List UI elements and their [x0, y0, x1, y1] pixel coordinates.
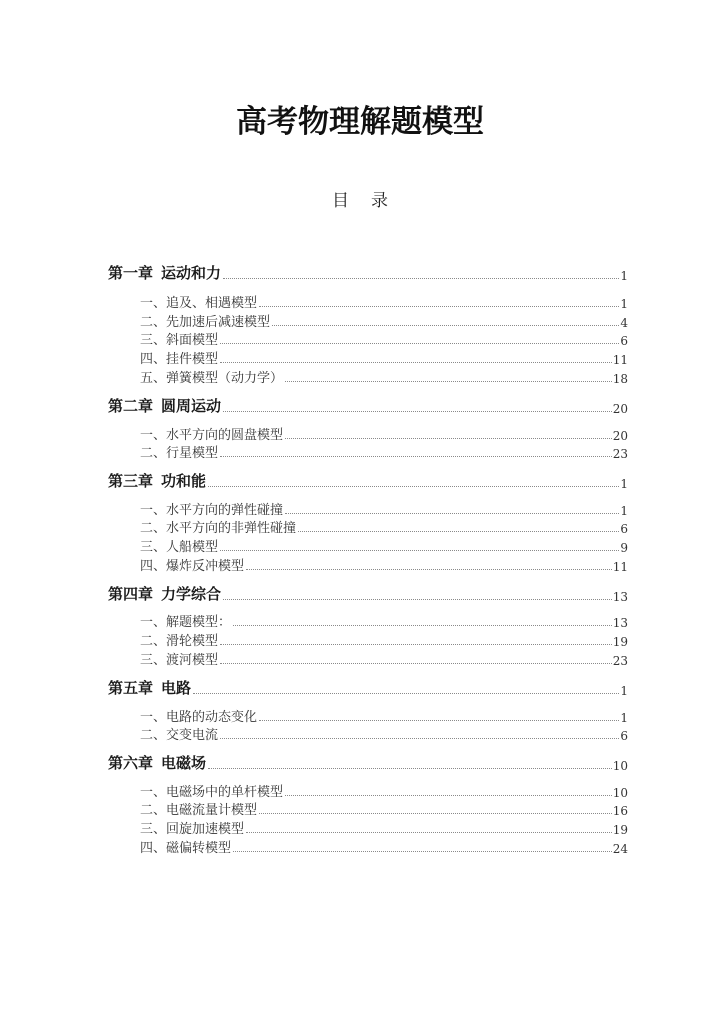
toc-section[interactable] [140, 800, 628, 818]
section-label: 四、挂件模型 [140, 352, 219, 367]
page-number: 1 [620, 269, 628, 283]
page-number: 6 [620, 334, 628, 348]
dot-leader [298, 530, 619, 532]
page-number: 24 [612, 842, 628, 856]
dot-leader [220, 662, 612, 664]
chapter-label: 第四章 力学综合 [108, 585, 222, 603]
chapter-label: 第五章 电路 [108, 679, 192, 697]
section-label: 二、交变电流 [140, 728, 219, 743]
chapter-label: 第二章 圆周运动 [108, 397, 222, 415]
dot-leader [233, 624, 612, 626]
toc-section[interactable] [140, 443, 628, 461]
dot-leader [259, 305, 619, 307]
dot-leader [285, 437, 612, 439]
section-label: 一、水平方向的圆盘模型 [140, 428, 284, 443]
dot-leader [220, 549, 619, 551]
page-number: 1 [620, 297, 628, 311]
page-number: 23 [612, 654, 628, 668]
toc-section[interactable] [140, 349, 628, 367]
dot-leader [208, 767, 612, 769]
section-label: 一、电路的动态变化 [140, 710, 258, 725]
section-label: 一、电磁场中的单杆模型 [140, 785, 284, 800]
toc-section[interactable] [140, 368, 628, 386]
page-number: 10 [612, 759, 628, 773]
toc-section[interactable] [140, 518, 628, 536]
dot-leader [246, 568, 612, 570]
dot-leader [223, 598, 612, 600]
toc-section[interactable] [140, 782, 628, 800]
chapter-label: 第六章 电磁场 [108, 754, 207, 772]
document-title: 高考物理解题模型 [236, 104, 484, 140]
toc-section[interactable] [140, 500, 628, 518]
chapter-label: 第一章 运动和力 [108, 264, 222, 282]
section-label: 二、行星模型 [140, 446, 219, 461]
section-label: 三、斜面模型 [140, 333, 219, 348]
page-number: 23 [612, 447, 628, 461]
dot-leader [272, 324, 619, 326]
section-label: 四、爆炸反冲模型 [140, 559, 245, 574]
chapter-label: 第三章 功和能 [108, 472, 207, 490]
dot-leader [220, 361, 612, 363]
toc-section[interactable] [140, 330, 628, 348]
toc-section[interactable] [140, 707, 628, 725]
page-number: 6 [620, 522, 628, 536]
section-label: 一、追及、相遇模型 [140, 296, 258, 311]
page-number: 6 [620, 729, 628, 743]
page-number: 11 [612, 560, 628, 574]
page-number: 18 [612, 372, 628, 386]
section-label: 二、电磁流量计模型 [140, 803, 258, 818]
toc-section[interactable] [140, 556, 628, 574]
dot-leader [220, 455, 612, 457]
toc-chapter-5[interactable] [108, 678, 628, 698]
toc-heading-char-1: 目 [332, 191, 349, 211]
dot-leader [223, 277, 619, 279]
toc-chapter-4[interactable] [108, 584, 628, 604]
page-number: 16 [612, 804, 628, 818]
page-number: 11 [612, 353, 628, 367]
dot-leader [220, 737, 619, 739]
page-number: 13 [612, 590, 628, 604]
dot-leader [259, 812, 612, 814]
toc-section[interactable] [140, 537, 628, 555]
dot-leader [285, 380, 612, 382]
toc-section[interactable] [140, 425, 628, 443]
section-label: 二、先加速后减速模型 [140, 315, 271, 330]
toc-section[interactable] [140, 650, 628, 668]
page-number: 10 [612, 786, 628, 800]
dot-leader [208, 485, 619, 487]
section-label: 五、弹簧模型（动力学） [140, 371, 284, 386]
page-number: 19 [612, 635, 628, 649]
dot-leader [285, 512, 619, 514]
dot-leader [259, 719, 619, 721]
toc-section[interactable] [140, 838, 628, 856]
dot-leader [285, 794, 612, 796]
section-label: 二、水平方向的非弹性碰撞 [140, 521, 297, 536]
toc-chapter-1[interactable] [108, 263, 628, 283]
dot-leader [246, 831, 612, 833]
page-number: 1 [620, 711, 628, 725]
section-label: 三、回旋加速模型 [140, 822, 245, 837]
section-label: 二、滑轮模型 [140, 634, 219, 649]
page-number: 20 [612, 402, 628, 416]
toc-section[interactable] [140, 312, 628, 330]
dot-leader [233, 850, 612, 852]
toc-section[interactable] [140, 631, 628, 649]
section-label: 一、水平方向的弹性碰撞 [140, 503, 284, 518]
page-number: 4 [620, 316, 628, 330]
toc-chapter-3[interactable] [108, 471, 628, 491]
page-number: 13 [612, 616, 628, 630]
dot-leader [220, 342, 619, 344]
toc-chapter-6[interactable] [108, 753, 628, 773]
page-number: 9 [620, 541, 628, 555]
toc-section[interactable] [140, 819, 628, 837]
toc-section[interactable] [140, 725, 628, 743]
page-number: 1 [620, 504, 628, 518]
section-label: 四、磁偏转模型 [140, 841, 232, 856]
section-label: 三、人船模型 [140, 540, 219, 555]
section-label: 三、渡河模型 [140, 653, 219, 668]
page-number: 1 [620, 477, 628, 491]
toc-heading [0, 186, 720, 211]
toc-section[interactable] [140, 293, 628, 311]
dot-leader [223, 410, 612, 412]
page-number: 19 [612, 823, 628, 837]
toc-heading-char-2: 录 [371, 191, 388, 211]
page-number: 1 [620, 684, 628, 698]
toc-chapter-2[interactable] [108, 396, 628, 416]
dot-leader [220, 643, 612, 645]
section-label: 一、解题模型： [140, 615, 232, 630]
dot-leader [193, 692, 619, 694]
toc-section[interactable] [140, 612, 628, 630]
page-number: 20 [612, 429, 628, 443]
